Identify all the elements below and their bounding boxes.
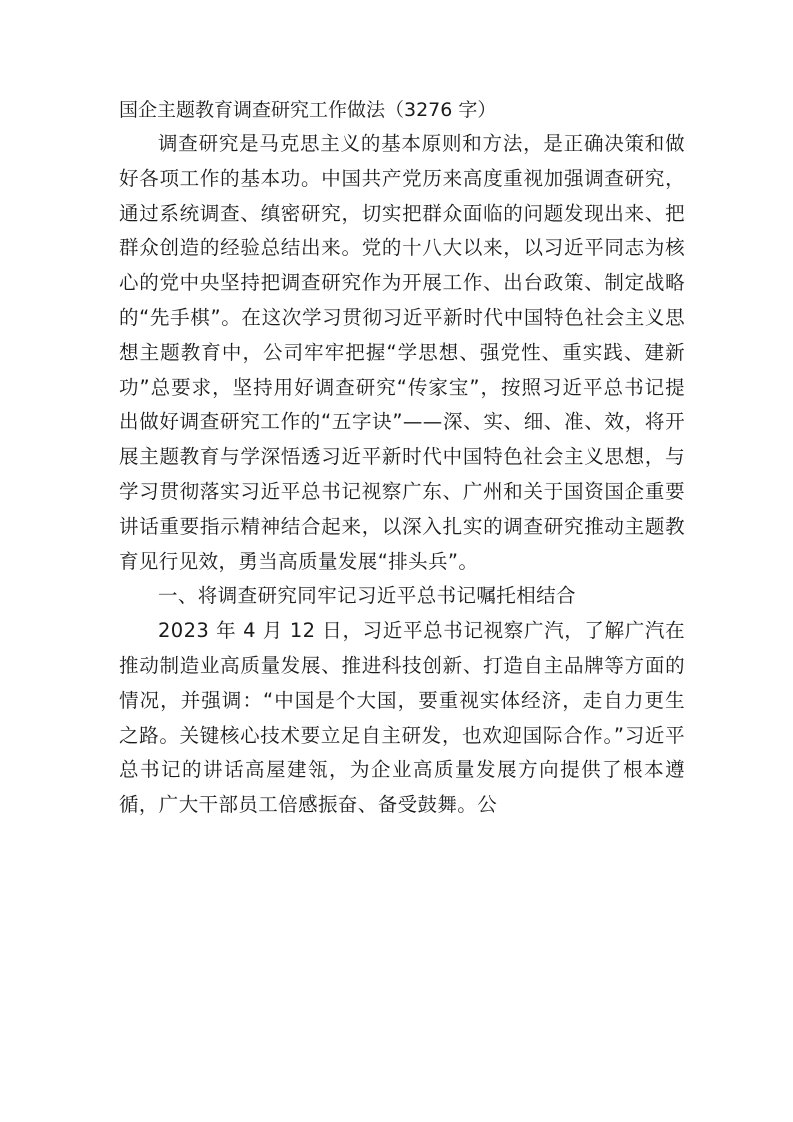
section-heading-1: 一、将调查研究同牢记习近平总书记嘱托相结合 (158, 584, 576, 608)
paragraph-section-1: 2023 年 4 月 12 日，习近平总书记视察广汽，了解广汽在推动制造业高质量发展、推进科技创新、打造自主品牌等方面的情况，并强调：“中国是个大国，要重视实体经济，走自力更生之路。关键核心技术要立足自主研发，也欢迎国际合作。”习近平总书记的讲话高屋建瓴，为企业高质量发展方向提供了根本遵循，广大干部员工倍感振奋、备受鼓舞。公 (119, 619, 685, 817)
paragraph-intro: 调查研究是马克思主义的基本原则和方法，是正确决策和做好各项工作的基本功。中国共产党历来高度重视加强调查研究，通过系统调查、缜密研究，切实把群众面临的问题发现出来、把群众创造的经验总结出来。党的十八大以来，以习近平同志为核心的党中央坚持把调查研究作为开展工作、出台政策、制定战略的“先手棋”。在这次学习贯彻习近平新时代中国特色社会主义思想主题教育中，公司牢牢把握“学思想、强党性、重实践、建新功”总要求，坚持用好调查研究“传家宝”，按照习近平总书记提出做好调查研究工作的“五字诀”——深、实、细、准、效，将开展主题教育与学深悟透习近平新时代中国特色社会主义思想，与学习贯彻落实习近平总书记视察广东、广州和关于国资国企重要讲话重要指示精神结合起来，以深入扎实的调查研究推动主题教育见行见效，勇当高质量发展“排头兵”。 (119, 132, 685, 573)
document-body (119, 127, 685, 823)
document-title: 国企主题教育调查研究工作做法（3276 字） (119, 99, 497, 121)
